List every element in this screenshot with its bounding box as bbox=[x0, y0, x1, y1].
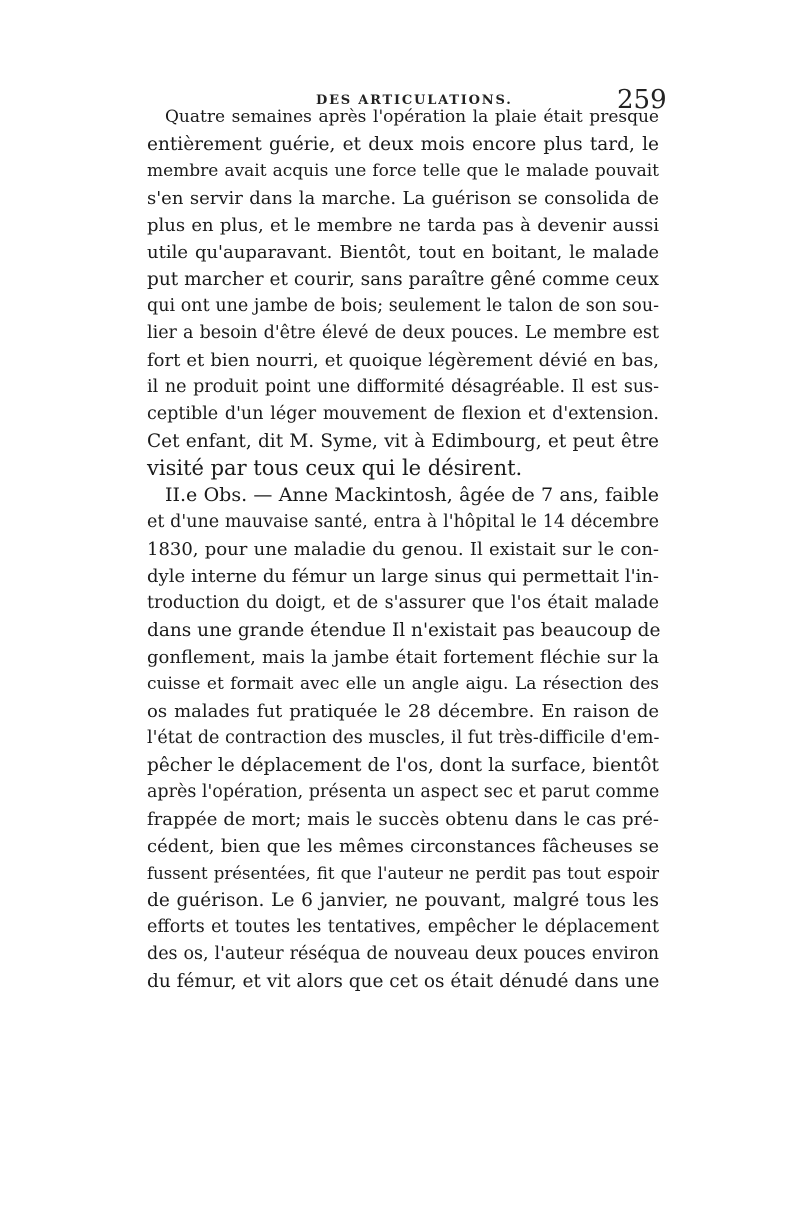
text-line: et d'une mauvaise santé, entra à l'hôpital le 14 décembre bbox=[147, 512, 659, 532]
text-line: II.e Obs. — Anne Mackintosh, âgée de 7 ans, faible bbox=[165, 484, 659, 506]
text-line: du fémur, et vit alors que cet os était dénudé dans une bbox=[147, 971, 660, 992]
body-text bbox=[147, 104, 659, 995]
text-line: plus en plus, et le membre ne tarda pas à devenir aussi bbox=[147, 215, 659, 236]
text-line: utile qu'auparavant. Bientôt, tout en boitant, le malade bbox=[147, 242, 659, 263]
text-line: entièrement guérie, et deux mois encore plus tard, le bbox=[147, 134, 659, 155]
text-line: gonflement, mais la jambe était fortement fléchie sur la bbox=[147, 647, 659, 668]
page-number: 259 bbox=[617, 85, 667, 115]
text-line: s'en servir dans la marche. La guérison se consolida de bbox=[147, 188, 659, 209]
text-line: des os, l'auteur réséqua de nouveau deux pouces environ bbox=[147, 944, 659, 964]
text-line: il ne produit point une difformité désagréable. Il est sus- bbox=[147, 377, 659, 397]
text-line: troduction du doigt, et de s'assurer que l'os était malade bbox=[147, 593, 659, 613]
text-line: dans une grande étendue Il n'existait pas beaucoup de bbox=[147, 620, 661, 641]
text-line: lier a besoin d'être élevé de deux pouces. Le membre est bbox=[147, 323, 659, 343]
text-line: après l'opération, présenta un aspect sec et parut comme bbox=[147, 782, 660, 802]
text-line: l'état de contraction des muscles, il fut très-difficile d'em- bbox=[147, 728, 660, 748]
text-line: de guérison. Le 6 janvier, ne pouvant, malgré tous les bbox=[147, 890, 659, 911]
text-line: qui ont une jambe de bois; seulement le talon de son sou- bbox=[147, 296, 659, 316]
text-line: cédent, bien que les mêmes circonstances fâcheuses se bbox=[147, 836, 659, 857]
text-line: 1830, pour une maladie du genou. Il existait sur le con- bbox=[147, 539, 659, 560]
text-line: pêcher le déplacement de l'os, dont la surface, bientôt bbox=[147, 755, 659, 776]
text-line: cuisse et formait avec elle un angle aigu. La résection des bbox=[147, 674, 659, 694]
text-line: Quatre semaines après l'opération la plaie était presque bbox=[165, 107, 659, 127]
running-head: DES ARTICULATIONS. bbox=[316, 93, 513, 108]
text-line: ceptible d'un léger mouvement de flexion et d'extension. bbox=[147, 404, 659, 424]
text-line: dyle interne du fémur un large sinus qui permettait l'in- bbox=[147, 566, 659, 587]
text-line: membre avait acquis une force telle que le malade pouvait bbox=[147, 161, 659, 181]
text-line: fort et bien nourri, et quoique légèrement dévié en bas, bbox=[147, 350, 659, 371]
text-line: put marcher et courir, sans paraître gêné comme ceux bbox=[147, 269, 659, 290]
text-line: os malades fut pratiquée le 28 décembre. En raison de bbox=[147, 701, 659, 722]
text-line: efforts et toutes les tentatives, empêcher le déplacement bbox=[147, 917, 659, 937]
text-line: fussent présentées, fit que l'auteur ne perdit pas tout espoir bbox=[147, 864, 659, 883]
text-line: frappée de mort; mais le succès obtenu dans le cas pré- bbox=[147, 809, 659, 830]
text-line: visité par tous ceux qui le désirent. bbox=[147, 456, 523, 480]
text-line: Cet enfant, dit M. Syme, vit à Edimbourg, et peut être bbox=[147, 431, 659, 452]
